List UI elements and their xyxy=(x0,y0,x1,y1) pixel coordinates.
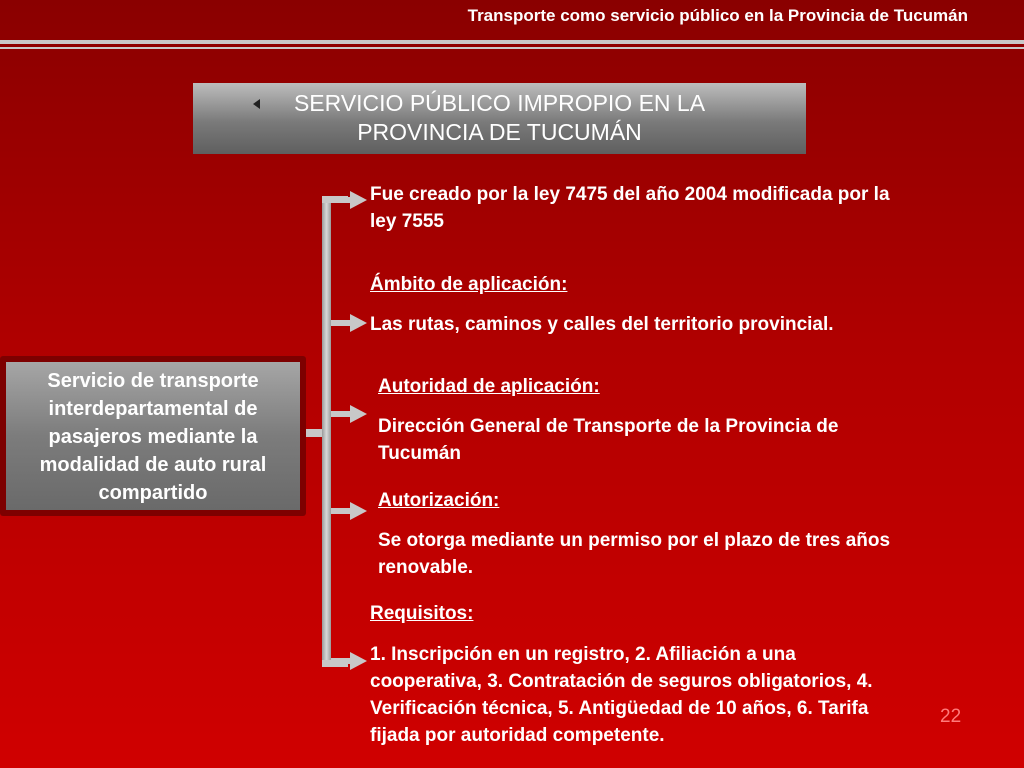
requirements-line2: cooperativa, 3. Contratación de seguros obligatorios, 4. xyxy=(370,671,873,692)
authorization-line2: renovable. xyxy=(378,557,474,578)
service-line5: compartido xyxy=(98,482,208,504)
arrow-icon xyxy=(350,652,367,670)
slide-title-line2: PROVINCIA DE TUCUMÁN xyxy=(357,119,642,145)
connector-branch-2 xyxy=(331,320,351,326)
creation-text xyxy=(370,181,890,235)
authority-heading: Autoridad de aplicación: xyxy=(378,376,600,397)
creation-line1: Fue creado por la ley 7475 del año 2004 modificada por la xyxy=(370,184,890,205)
scope-heading: Ámbito de aplicación: xyxy=(370,274,568,295)
service-line4: modalidad de auto rural xyxy=(39,454,267,476)
scope-text: Las rutas, caminos y calles del territorio provincial. xyxy=(370,314,834,335)
authorization-heading: Autorización: xyxy=(378,490,500,511)
requirements-line3: Verificación técnica, 5. Antigüedad de 10 años, 6. Tarifa xyxy=(370,698,869,719)
arrow-icon xyxy=(350,502,367,520)
arrow-icon xyxy=(350,191,367,209)
service-line2: interdepartamental de xyxy=(48,398,258,420)
requirements-heading: Requisitos: xyxy=(370,603,474,624)
requirements-text xyxy=(370,641,873,749)
arrow-icon xyxy=(350,314,367,332)
creation-line2: ley 7555 xyxy=(370,211,444,232)
connector-branch-1 xyxy=(331,197,351,203)
connector-branch-4 xyxy=(331,508,351,514)
requirements-line4: fijada por autoridad competente. xyxy=(370,725,665,746)
authority-text xyxy=(378,413,838,467)
authority-line1: Dirección General de Transporte de la Provincia de xyxy=(378,416,839,437)
connector-branch-5 xyxy=(331,658,351,664)
connector-vertical-bar xyxy=(322,198,331,666)
arrow-icon xyxy=(350,405,367,423)
slide-title-line1: SERVICIO PÚBLICO IMPROPIO EN LA xyxy=(293,90,706,116)
requirements-line1: 1. Inscripción en un registro, 2. Afiliación a una xyxy=(370,644,796,665)
header-title: Transporte como servicio público en la Provincia de Tucumán xyxy=(467,6,968,25)
authority-line2: Tucumán xyxy=(378,443,462,464)
service-line1: Servicio de transporte xyxy=(47,370,259,392)
page-number: 22 xyxy=(940,706,962,727)
authorization-line1: Se otorga mediante un permiso por el plazo de tres años xyxy=(378,530,891,551)
authorization-text xyxy=(378,527,890,581)
service-line3: pasajeros mediante la xyxy=(48,426,258,448)
connector-branch-3 xyxy=(331,411,351,417)
